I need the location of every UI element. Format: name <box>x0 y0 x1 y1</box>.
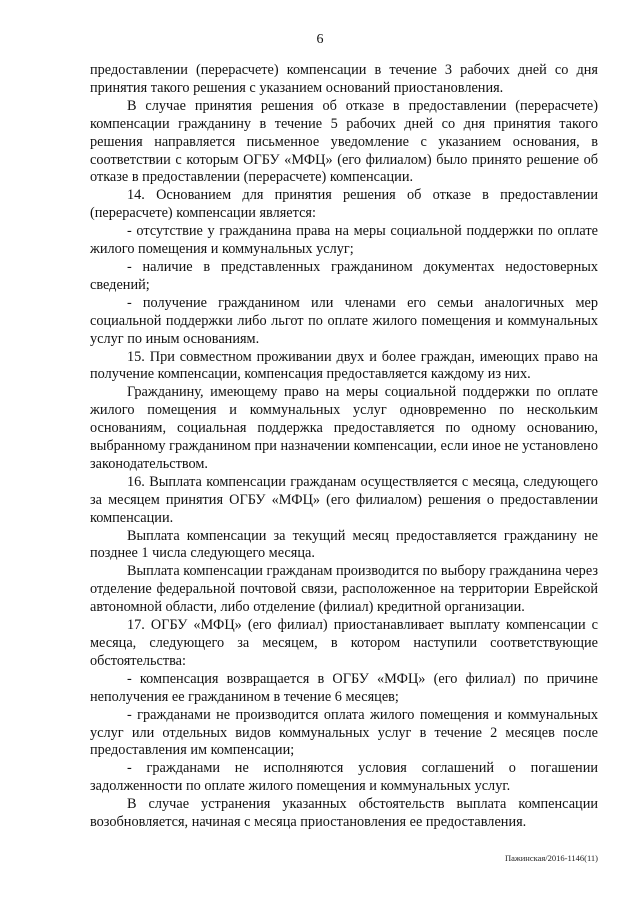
paragraph-10: Выплата компенсации за текущий месяц предоставляется гражданину не позднее 1 числа следующего месяца. <box>90 527 598 562</box>
paragraph-6: - получение гражданином или членами его семьи аналогичных мер социальной поддержки либо льгот по оплате жилого помещения и коммунальных услуг по иным основаниям. <box>90 294 598 347</box>
paragraph-1: предоставлении (перерасчете) компенсации в течение 3 рабочих дней со дня принятия такого решения с указанием оснований приостановления. <box>90 62 598 96</box>
paragraph-13: - компенсация возвращается в ОГБУ «МФЦ» (его филиал) по причине неполучения ее гражданином в течение 6 месяцев; <box>90 670 598 705</box>
paragraph-7: 15. При совместном проживании двух и более граждан, имеющих право на получение компенсации, компенсация предоставляется каждому из них. <box>90 348 598 383</box>
paragraph-11: Выплата компенсации гражданам производится по выбору гражданина через отделение федеральной почтовой связи, расположенное на территории Еврейской автономной области, либо отделение (филиал) кредитной организации. <box>90 563 598 616</box>
paragraph-16: В случае устранения указанных обстоятельств выплата компенсации возобновляется, начиная с месяца приостановления ее предоставления. <box>90 796 598 831</box>
paragraph-5: - наличие в представленных гражданином документах недостоверных сведений; <box>90 258 598 293</box>
paragraph-8: Гражданину, имеющему право на меры социальной поддержки по оплате жилого помещения и коммунальных услуг одновременно по нескольким основаниям, социальная поддержка предоставляется по одному основанию, выбранному гражданином при назначении компенсации, если иное не установлено законодательством. <box>90 384 598 472</box>
page-number: 6 <box>316 32 324 47</box>
document-footer-code: Пажинская/2016-1146(11) <box>504 853 598 863</box>
paragraph-14: - гражданами не производится оплата жилого помещения и коммунальных услуг или отдельных видов коммунальных услуг в течение 2 месяцев после предоставления им компенсации; <box>90 706 598 759</box>
paragraph-15: - гражданами не исполняются условия соглашений о погашении задолженности по оплате жилого помещения и коммунальных услуг. <box>90 760 598 795</box>
paragraph-9: 16. Выплата компенсации гражданам осуществляется с месяца, следующего за месяцем принятия ОГБУ «МФЦ» (его филиалом) решения о предоставлении компенсации. <box>90 473 598 526</box>
paragraph-2: В случае принятия решения об отказе в предоставлении (перерасчете) компенсации гражданину в течение 5 рабочих дней со дня принятия такого решения направляется письменное уведомление с указанием основания, в соответствии с которым ОГБУ «МФЦ» (его филиалом) было принято решение об отказе в предоставлении (перерасчете) компенсации. <box>90 97 598 186</box>
paragraph-4: - отсутствие у гражданина права на меры социальной поддержки по оплате жилого помещения и коммунальных услуг; <box>90 223 598 258</box>
document-body <box>90 62 598 832</box>
paragraph-3: 14. Основанием для принятия решения об отказе в предоставлении (перерасчете) компенсации является: <box>90 187 598 222</box>
paragraph-12: 17. ОГБУ «МФЦ» (его филиал) приостанавливает выплату компенсации с месяца, следующего за месяцем, в котором наступили соответствующие обстоятельства: <box>90 617 598 669</box>
